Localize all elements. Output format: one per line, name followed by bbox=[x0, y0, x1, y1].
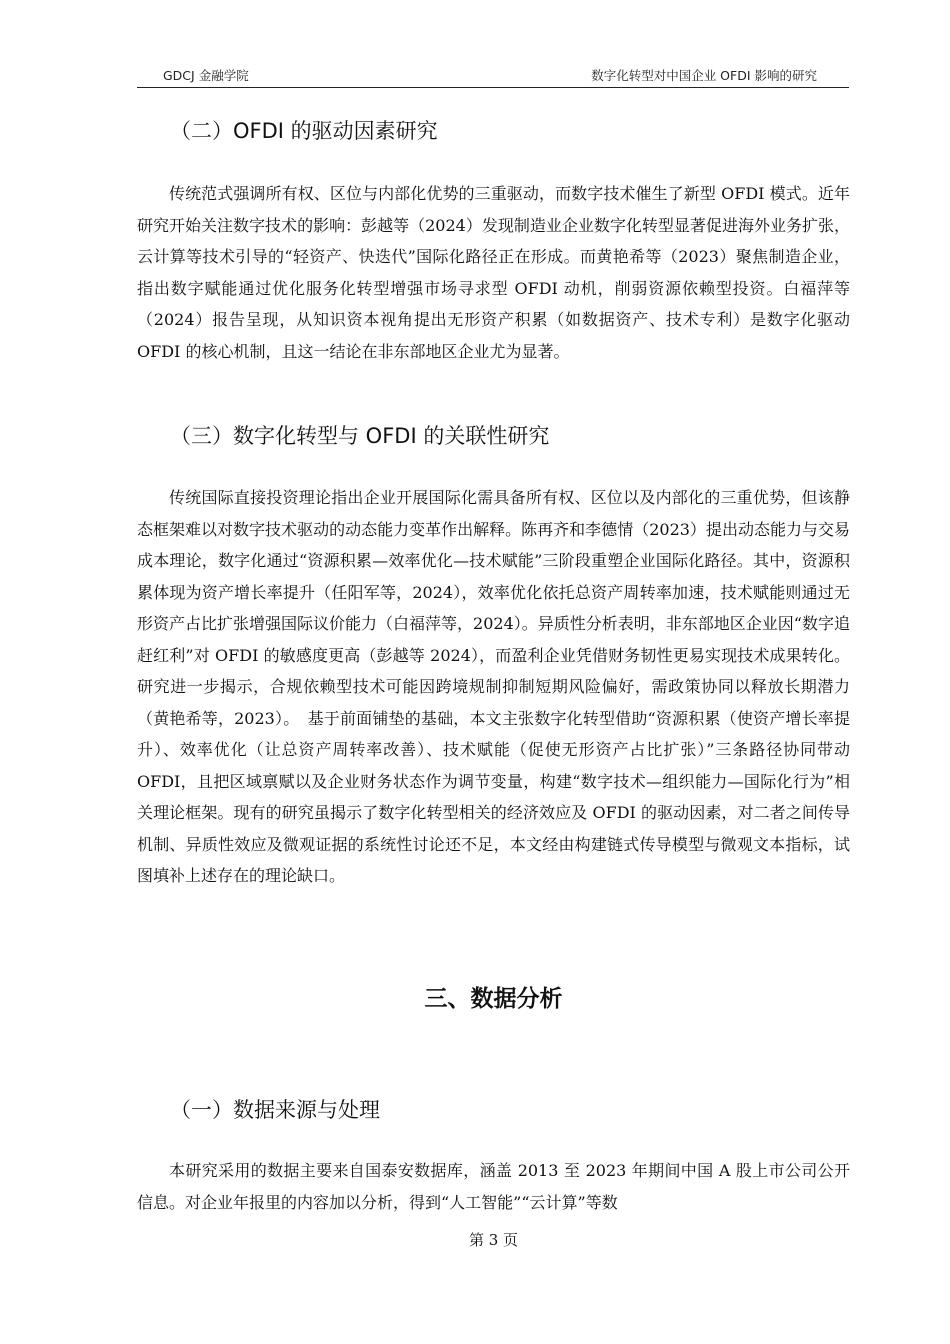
header-institution: GDCJ 金融学院 bbox=[163, 68, 249, 83]
chapter-title-data-analysis: 三、数据分析 bbox=[424, 986, 563, 1012]
paragraph-data-source: 本研究采用的数据主要来自国泰安数据库，涵盖 2013 至 2023 年期间中国 A 股上市公司公开信息。对企业年报里的内容加以分析，得到“人工智能”“云计算”等数 bbox=[137, 1161, 850, 1212]
page-number: 第 3 页 bbox=[468, 1231, 519, 1249]
heading-digital-ofdi-correlation: （三）数字化转型与 OFDI 的关联性研究 bbox=[170, 424, 550, 448]
heading-data-source: （一）数据来源与处理 bbox=[170, 1098, 380, 1122]
header-paper-title: 数字化转型对中国企业 OFDI 影响的研究 bbox=[591, 68, 817, 83]
page-header bbox=[137, 67, 849, 88]
paragraph-ofdi-drivers: 传统范式强调所有权、区位与内部化优势的三重驱动，而数字技术催生了新型 OFDI 模式。近年研究开始关注数字技术的影响：彭越等（2024）发现制造业企业数字化转型显著促进海外业务扩张，云计算等技术引导的“轻资产、快迭代”国际化路径正在形成。而黄艳希等（2023）聚焦制造企业，指出数字赋能通过优化服务化转型增强市场寻求型 OFDI 动机，削弱资源依赖型投资。白福萍等（2024）报告呈现，从知识资本视角提出无形资产积累（如数据资产、技术专利）是数字化驱动 OFDI 的核心机制，且这一结论在非东部地区企业尤为显著。 bbox=[137, 184, 850, 361]
heading-ofdi-drivers: （二）OFDI 的驱动因素研究 bbox=[170, 119, 438, 143]
paragraph-digital-ofdi-correlation: 传统国际直接投资理论指出企业开展国际化需具备所有权、区位以及内部化的三重优势，但该静态框架难以对数字技术驱动的动态能力变革作出解释。陈再齐和李德情（2023）提出动态能力与交易成本理论，数字化通过“资源积累—效率优化—技术赋能”三阶段重塑企业国际化路径。其中，资源积累体现为资产增长率提升（任阳军等，2024），效率优化依托总资产周转率加速，技术赋能则通过无形资产占比扩张增强国际议价能力（白福萍等，2024）。异质性分析表明，非东部地区企业因“数字追赶红利”对 OFDI 的敏感度更高（彭越等 2024），而盈利企业凭借财务韧性更易实现技术成果转化。研究进一步揭示，合规依赖型技术可能因跨境规制抑制短期风险偏好，需政策协同以释放长期潜力（黄艳希等，2023）。 基于前面铺垫的基础，本文主张数字化转型借助“资源积累（使资产增长率提升）、效率优化（让总资产周转率改善）、技术赋能（促使无形资产占比扩张）”三条路径协同带动 OFDI，且把区域禀赋以及企业财务状态作为调节变量，构建“数字技术—组织能力—国际化行为”相关理论框架。现有的研究虽揭示了数字化转型相关的经济效应及 OFDI 的驱动因素，对二者之间传导机制、异质性效应及微观证据的系统性讨论还不足，本文经由构建链式传导模型与微观文本指标，试图填补上述存在的理论缺口。 bbox=[137, 488, 850, 885]
